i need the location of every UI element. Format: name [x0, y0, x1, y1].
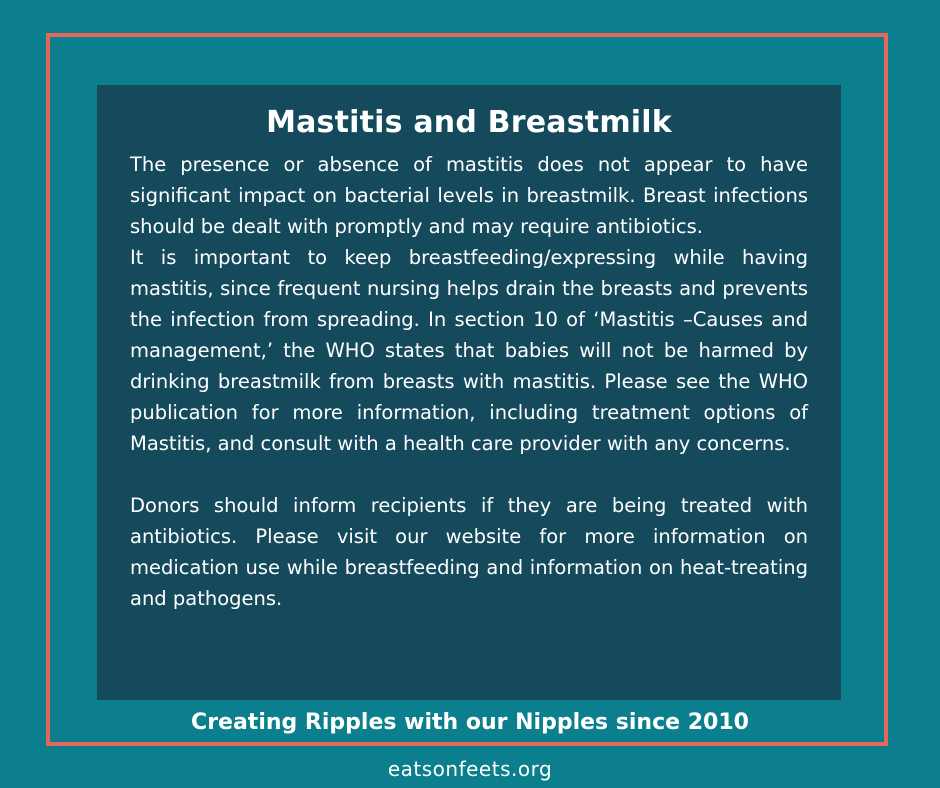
paragraph-spacer [130, 459, 808, 490]
tagline: Creating Ripples with our Nipples since 2010 [191, 710, 749, 735]
info-card [97, 85, 841, 700]
card-title: Mastitis and Breastmilk [266, 105, 672, 140]
website-url: eatsonfeets.org [387, 757, 553, 781]
paragraph-mastitis-bacteria: The presence or absence of mastitis does not appear to have significant impact on bacterial levels in breastmilk. Breast infections should be dealt with promptly and may require antibiotics. [130, 153, 808, 238]
paragraph-keep-breastfeeding: It is important to keep breastfeeding/expressing while having mastitis, since frequent nursing helps drain the breasts and prevents the infection from spreading. In section 10 of ‘Mastitis –Causes and management,’ the WHO states that babies will not be harmed by drinking breastmilk from breasts with mastitis. Please see the WHO publication for more information, including treatment options of Mastitis, and consult with a health care provider with any concerns. [130, 246, 808, 455]
paragraph-antibiotics: Donors should inform recipients if they are being treated with antibiotics. Please visit our website for more information on medication use while breastfeeding and information on heat-treating and pathogens. [130, 494, 808, 610]
